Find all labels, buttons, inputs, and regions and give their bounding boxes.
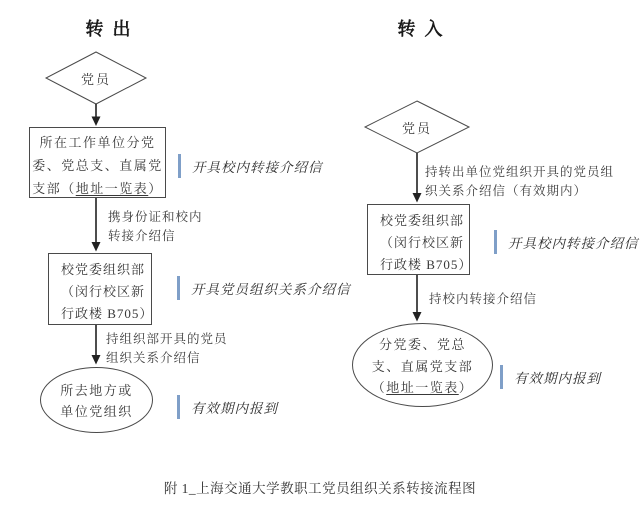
right-end-line1: 分党委、党总 xyxy=(378,337,466,352)
right-step1-line3: 行政楼 B705） xyxy=(380,257,473,272)
address-list-link-right[interactable]: 地址一览表 xyxy=(386,380,459,395)
left-end-line1: 所去地方或 xyxy=(60,383,133,398)
arrowhead-right-1 xyxy=(413,193,422,203)
arrowhead-left-2 xyxy=(92,242,101,252)
arrowhead-left-3 xyxy=(92,355,101,365)
annotation-bar-icon xyxy=(500,365,503,389)
address-list-link-left[interactable]: 地址一览表 xyxy=(75,181,149,196)
right-end-line3 xyxy=(353,377,492,399)
left-step1-line3 xyxy=(30,177,165,200)
annotation-bar-icon xyxy=(177,395,180,419)
left-annotation-2-text: 开具党员组织关系介绍信 xyxy=(191,282,351,297)
right-arrow-label-2 xyxy=(429,290,537,309)
right-annotation-2 xyxy=(500,365,601,389)
right-annotation-1 xyxy=(494,230,639,254)
right-step1-line2: （闵行校区新 xyxy=(380,235,465,250)
right-step1-box xyxy=(367,204,473,275)
right-end-line3-post: ） xyxy=(458,380,474,395)
left-step1-line1: 所在工作单位分党 xyxy=(39,135,156,150)
right-arrow-label-1 xyxy=(425,163,614,200)
left-arrow-label-2 xyxy=(106,330,228,367)
right-step1-line1: 校党委组织部 xyxy=(380,213,465,228)
right-arrow-label-2-line1: 持校内转接介绍信 xyxy=(429,292,538,306)
left-arrow-label-1-line2: 转接介绍信 xyxy=(108,228,176,243)
left-start-node-label: 党员 xyxy=(80,72,111,87)
left-annotation-1-text: 开具校内转接介绍信 xyxy=(192,160,323,175)
left-annotation-3-text: 有效期内报到 xyxy=(191,401,278,416)
right-arrow-label-1-line1: 持转出单位党组织开具的党员组 xyxy=(425,165,615,179)
left-arrow-label-2-line1: 持组织部开具的党员 xyxy=(106,332,228,346)
right-end-ellipse xyxy=(352,323,493,407)
left-step1-box xyxy=(29,127,166,198)
left-step2-line2: （闵行校区新 xyxy=(61,284,146,299)
left-end-line2: 单位党组织 xyxy=(60,404,133,419)
annotation-bar-icon xyxy=(177,276,180,300)
annotation-bar-icon xyxy=(494,230,497,254)
left-step2-line3: 行政楼 B705） xyxy=(61,306,154,321)
left-step2-line1: 校党委组织部 xyxy=(61,262,146,277)
arrowhead-left-1 xyxy=(92,117,101,127)
left-step1-line2: 委、党总支、直属党 xyxy=(32,158,163,173)
left-end-ellipse xyxy=(40,367,153,433)
column-title-transfer-out: 转 出 xyxy=(85,19,133,39)
left-annotation-2 xyxy=(177,276,351,300)
left-step2-box xyxy=(48,253,152,325)
left-step1-line3-post: ） xyxy=(148,181,163,196)
left-arrow-label-1 xyxy=(108,208,203,245)
right-arrow-label-1-line2: 织关系介绍信（有效期内） xyxy=(425,183,588,198)
right-start-node-label: 党员 xyxy=(401,121,432,136)
left-arrow-label-2-line2: 组织关系介绍信 xyxy=(106,350,201,365)
right-annotation-2-text: 有效期内报到 xyxy=(514,371,601,386)
left-annotation-3 xyxy=(177,395,278,419)
column-title-transfer-in: 转 入 xyxy=(397,19,445,39)
figure-caption: 附 1_上海交通大学教职工党员组织关系转接流程图 xyxy=(163,481,477,496)
left-arrow-label-1-line1: 携身份证和校内 xyxy=(108,210,203,224)
left-annotation-1 xyxy=(178,154,323,178)
arrowhead-right-2 xyxy=(413,312,422,322)
left-step1-line3-pre: 支部（ xyxy=(32,181,76,196)
annotation-bar-icon xyxy=(178,154,181,178)
right-end-line3-pre: （ xyxy=(371,380,387,395)
right-annotation-1-text: 开具校内转接介绍信 xyxy=(508,236,639,251)
right-end-line2: 支、直属党支部 xyxy=(371,358,474,374)
